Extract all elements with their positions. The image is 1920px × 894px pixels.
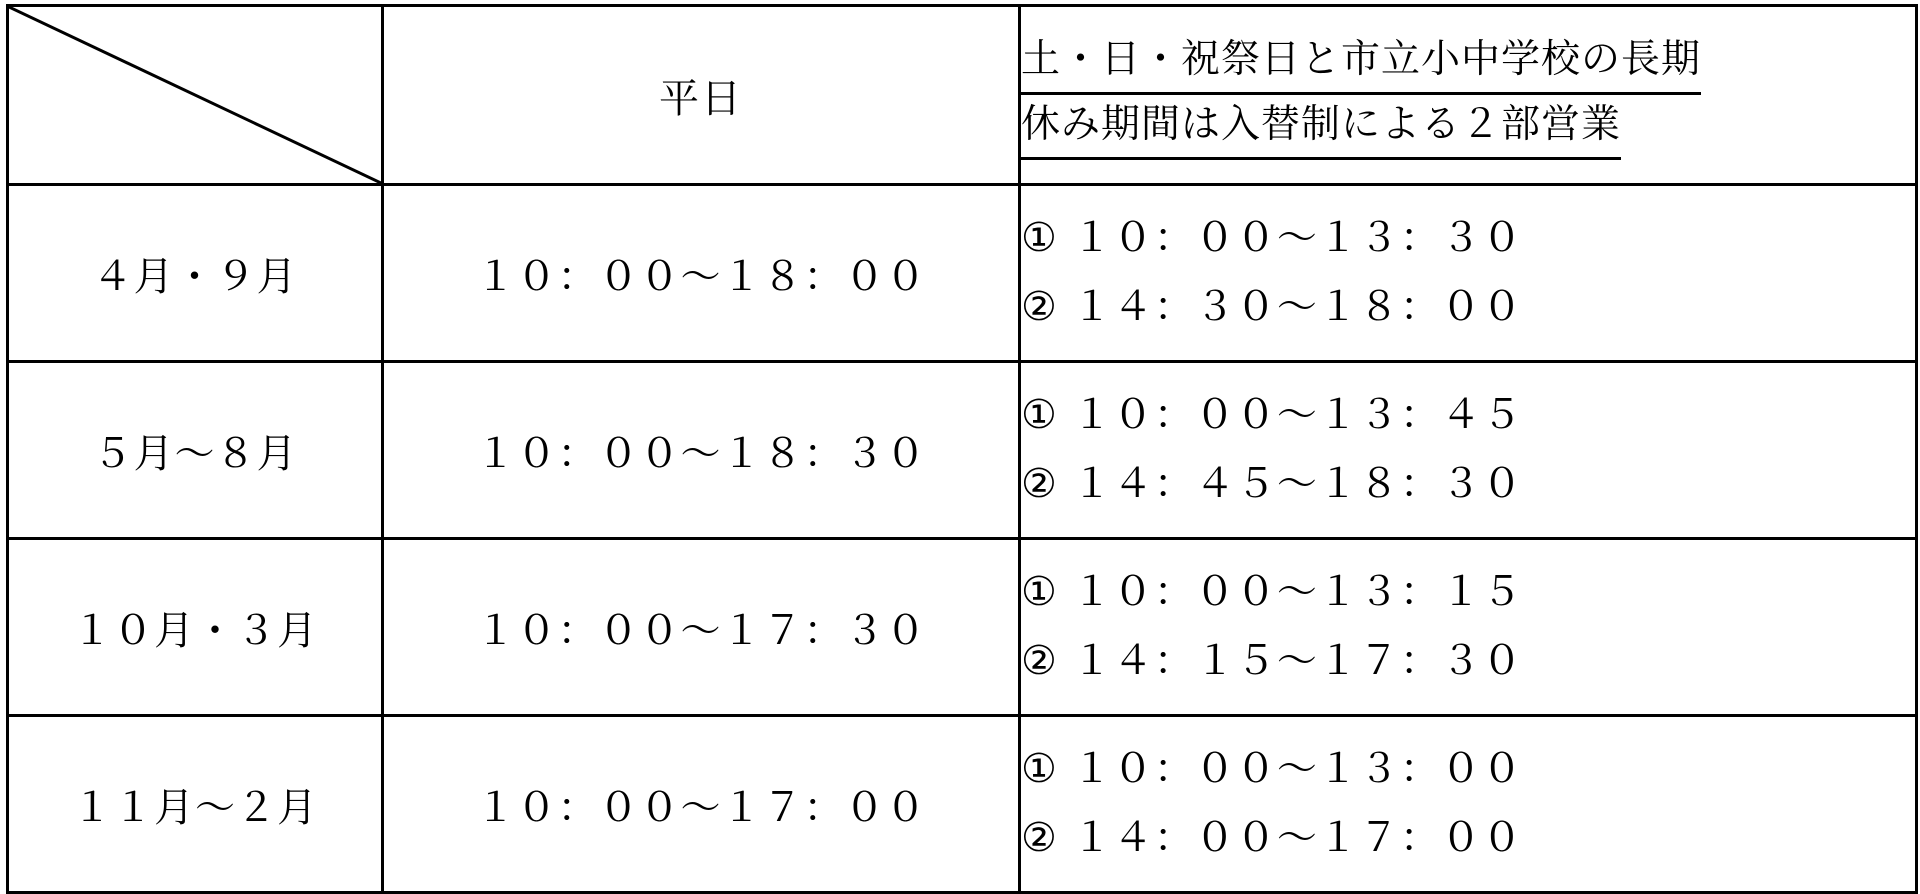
- table-row: [8, 539, 1917, 716]
- header-holiday-line2: 休み期間は入替制による２部営業: [1021, 95, 1621, 160]
- header-holiday: [1020, 6, 1917, 185]
- holiday-hours: [1020, 539, 1917, 716]
- part-1-hours: １０：００〜１３：１５: [1071, 570, 1523, 615]
- part-2-marker: ②: [1021, 639, 1058, 683]
- weekday-hours: １０：００〜１８：００: [383, 185, 1020, 362]
- diagonal-line-icon: [9, 7, 381, 183]
- table-corner-cell: [8, 6, 383, 185]
- holiday-part-1: [1021, 204, 1915, 273]
- season-label: ４月・９月: [8, 185, 383, 362]
- part-1-marker: ①: [1021, 216, 1058, 261]
- part-2-hours: １４：００〜１７：００: [1071, 816, 1523, 860]
- weekday-hours: １０：００〜１７：００: [383, 716, 1020, 893]
- part-1-marker: ①: [1021, 570, 1058, 615]
- part-1-hours: １０：００〜１３：４５: [1071, 393, 1523, 438]
- header-weekday: 平日: [383, 6, 1020, 185]
- table-row: [8, 185, 1917, 362]
- part-1-hours: １０：００〜１３：３０: [1071, 216, 1523, 261]
- part-2-marker: ②: [1021, 816, 1058, 860]
- holiday-part-1: [1021, 735, 1915, 804]
- part-2-hours: １４：３０〜１８：００: [1071, 285, 1523, 329]
- part-2-marker: ②: [1021, 285, 1058, 329]
- part-2-hours: １４：４５〜１８：３０: [1071, 462, 1523, 506]
- holiday-part-2: [1021, 804, 1915, 873]
- holiday-part-2: [1021, 450, 1915, 519]
- holiday-part-2: [1021, 273, 1915, 342]
- holiday-hours: [1020, 716, 1917, 893]
- opening-hours-table: [6, 4, 1918, 894]
- holiday-hours: [1020, 185, 1917, 362]
- holiday-hours: [1020, 362, 1917, 539]
- holiday-part-2: [1021, 627, 1915, 696]
- weekday-hours: １０：００〜１７：３０: [383, 539, 1020, 716]
- part-2-marker: ②: [1021, 462, 1058, 506]
- part-1-marker: ①: [1021, 747, 1058, 792]
- part-1-marker: ①: [1021, 393, 1058, 438]
- holiday-part-1: [1021, 558, 1915, 627]
- season-label: １１月〜２月: [8, 716, 383, 893]
- season-label: １０月・３月: [8, 539, 383, 716]
- weekday-hours: １０：００〜１８：３０: [383, 362, 1020, 539]
- table-row: [8, 716, 1917, 893]
- holiday-part-1: [1021, 381, 1915, 450]
- header-holiday-line1: 土・日・祝祭日と市立小中学校の長期: [1021, 30, 1701, 95]
- table-header-row: [8, 6, 1917, 185]
- part-1-hours: １０：００〜１３：００: [1071, 747, 1523, 792]
- season-label: ５月〜８月: [8, 362, 383, 539]
- table-row: [8, 362, 1917, 539]
- part-2-hours: １４：１５〜１７：３０: [1071, 639, 1523, 683]
